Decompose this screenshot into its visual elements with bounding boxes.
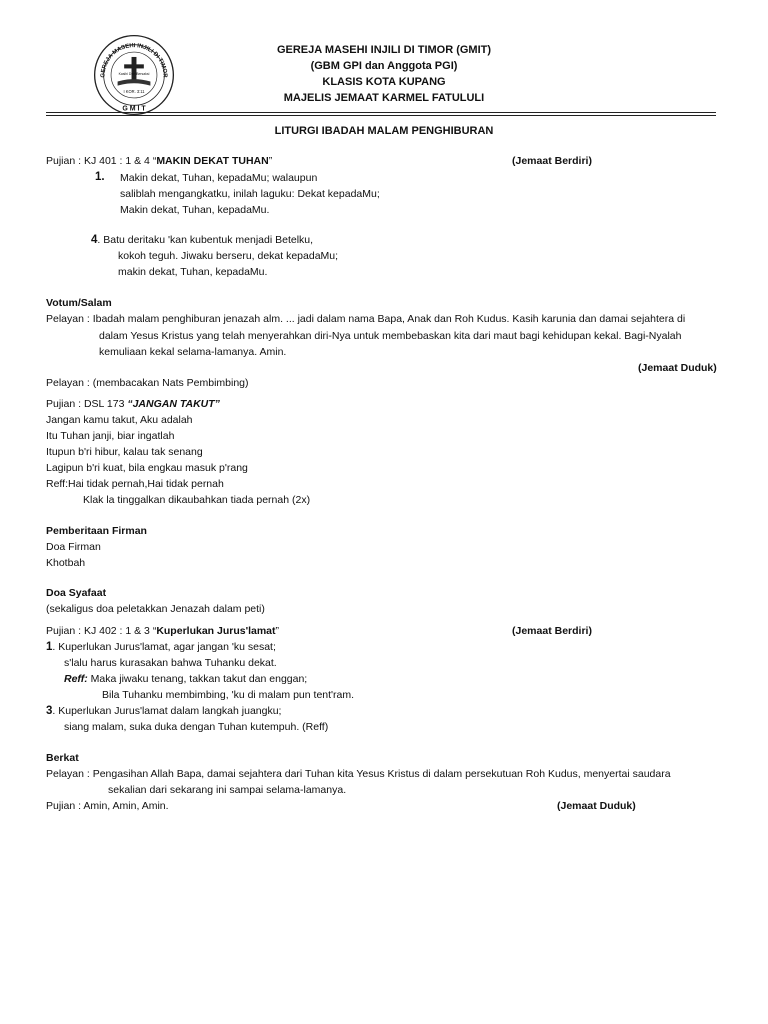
song-3-verse-3-text: . Kuperlukan Jurus'lamat dalam langkah juangku;: [52, 705, 282, 717]
song-2-line: Jangan kamu takut, Aku adalah: [46, 414, 193, 426]
song-1-verse-1-line: Makin dekat, Tuhan, kepadaMu; walaupun: [120, 172, 318, 184]
song-3-verse-3-number: 3: [46, 705, 53, 717]
song-2-heading: [46, 396, 220, 412]
song-2-title: “JANGAN TAKUT”: [127, 398, 220, 410]
song-1-verse-1-number: 1.: [95, 171, 105, 183]
firman-item: Doa Firman: [46, 541, 101, 553]
song-3-verse-3-line: siang malam, suka duka dengan Tuhan kutempuh. (Reff): [64, 721, 329, 733]
song-1-heading: [46, 153, 272, 169]
nats-pembimbing: Pelayan : (membacakan Nats Pembimbing): [46, 377, 249, 389]
logo-inner-text: Kasihi Dan Bersaksi: [118, 72, 150, 76]
header-line-1: GEREJA MASEHI INJILI DI TIMOR (GMIT): [276, 44, 492, 56]
song-1-verse-4-line: kokoh teguh. Jiwaku berseru, dekat kepadaMu;: [118, 250, 339, 262]
song-3-verse-1-text: . Kuperlukan Jurus'lamat, agar jangan 'ku sesat;: [52, 641, 276, 653]
liturgy-title: LITURGI IBADAH MALAM PENGHIBURAN: [274, 125, 494, 137]
song-1-verse-4-number: 4: [91, 234, 98, 246]
song-1-verse-4-line: [91, 232, 313, 248]
song-3-reff-label: Reff:: [64, 673, 88, 685]
song-3-verse-1-number: 1: [46, 641, 53, 653]
logo-bottom-text: G M I T: [122, 105, 146, 113]
song-3-reff-line: Bila Tuhanku membimbing, 'ku di malam pun tent'ram.: [102, 689, 355, 701]
header-rule-top: [46, 112, 716, 113]
logo-ring-text: GEREJA MASEHI INJILI DI TIMOR: [100, 43, 168, 78]
header-line-4: MAJELIS JEMAAT KARMEL FATULULI: [283, 92, 485, 104]
song-3-verse-3-line: [46, 703, 281, 719]
song-2-line: Reff:Hai tidak pernah,Hai tidak pernah: [46, 478, 224, 490]
votum-note: (Jemaat Duduk): [638, 362, 717, 374]
song-1-verse-4-line: makin dekat, Tuhan, kepadaMu.: [118, 266, 268, 278]
song-1-verse-1-line: saliblah mengangkatku, inilah laguku: Dekat kepadaMu;: [120, 188, 380, 200]
song-1-verse-4-text: . Batu deritaku 'kan kubentuk menjadi Betelku,: [97, 234, 314, 246]
votum-heading: Votum/Salam: [46, 297, 112, 309]
firman-heading: Pemberitaan Firman: [46, 525, 147, 537]
song-1-title: MAKIN DEKAT TUHAN: [156, 155, 269, 167]
song-2-reff-line: Klak la tinggalkan dikaubahkan tiada pernah (2x): [83, 494, 311, 506]
votum-line: kemuliaan kekal selama-lamanya. Amin.: [99, 346, 287, 358]
firman-item: Khotbah: [46, 557, 86, 569]
song-1-verse-1-line: Makin dekat, Tuhan, kepadaMu.: [120, 204, 270, 216]
song-3-verse-1-line: s'lalu harus kurasakan bahwa Tuhanku dekat.: [64, 657, 277, 669]
song-3-verse-1-line: [46, 639, 276, 655]
song-2-prefix: Pujian : DSL 173: [46, 398, 128, 410]
song-3-prefix: Pujian : KJ 402 : 1 & 3 “: [46, 625, 157, 637]
berkat-heading: Berkat: [46, 752, 79, 764]
header-rule-bottom: [46, 115, 716, 116]
song-2-line: Itupun b'ri hibur, kalau tak senang: [46, 446, 203, 458]
votum-line: dalam Yesus Kristus yang telah menyerahkan diri-Nya untuk membebaskan kita dari maut bagi kehidupan kekal. Bagi-Nyalah: [99, 330, 682, 342]
song-3-suffix: ”: [275, 625, 280, 637]
song-1-prefix: Pujian : KJ 401 : 1 & 4 “: [46, 155, 157, 167]
header-line-3: KLASIS KOTA KUPANG: [322, 76, 446, 88]
song-3-title: Kuperlukan Jurus'lamat: [156, 625, 276, 637]
logo-verse: I KOR. 3:11: [123, 89, 145, 95]
song-3-reff-line: [64, 671, 307, 687]
song-3-reff-text: Maka jiwaku tenang, takkan takut dan enggan;: [87, 673, 308, 685]
song-2-line: Lagipun b'ri kuat, bila engkau masuk p'rang: [46, 462, 248, 474]
berkat-line: sekalian dari sekarang ini sampai selama-lamanya.: [108, 784, 347, 796]
berkat-final-song: Pujian : Amin, Amin, Amin.: [46, 800, 169, 812]
votum-line: Pelayan : Ibadah malam penghiburan jenazah alm. ... jadi dalam nama Bapa, Anak dan Roh Kudus. Kasih karunia dan damai sejahtera di: [46, 313, 686, 325]
song-1-suffix: ”: [268, 155, 273, 167]
syafaat-sub: (sekaligus doa peletakkan Jenazah dalam peti): [46, 603, 265, 615]
song-2-line: Itu Tuhan janji, biar ingatlah: [46, 430, 175, 442]
header-line-2: (GBM GPI dan Anggota PGI): [310, 60, 458, 72]
syafaat-heading: Doa Syafaat: [46, 587, 107, 599]
berkat-note: (Jemaat Duduk): [557, 800, 636, 812]
berkat-line: Pelayan : Pengasihan Allah Bapa, damai sejahtera dari Tuhan kita Yesus Kristus di dalam persekutuan Roh Kudus, menyertai saudara: [46, 768, 671, 780]
song-3-heading: [46, 623, 279, 639]
song-3-note: (Jemaat Berdiri): [512, 625, 592, 637]
song-1-note: (Jemaat Berdiri): [512, 155, 592, 167]
